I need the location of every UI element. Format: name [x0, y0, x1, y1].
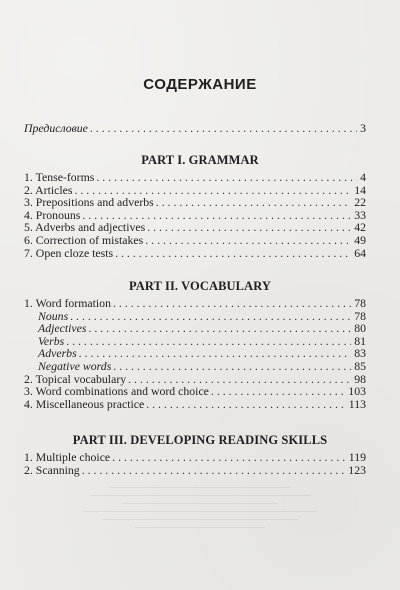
dot-leader	[90, 122, 357, 135]
toc-entry-page: 78	[354, 296, 366, 310]
section-heading-part-2: PART II. VOCABULARY	[128, 279, 272, 293]
toc-list-part-2	[24, 297, 366, 410]
toc-entry-page: 119	[348, 450, 366, 464]
toc-entry	[24, 122, 366, 135]
show-through-texture	[70, 480, 330, 560]
toc-subentry-label: Nouns	[38, 308, 69, 323]
dot-leader	[112, 451, 346, 464]
toc-entry-label: 4. Pronouns	[24, 207, 81, 222]
toc-entry-label: 2. Scanning	[24, 462, 80, 477]
dot-leader	[211, 385, 345, 398]
toc-entry-label: 1. Word formation	[24, 296, 111, 310]
toc-entry	[24, 171, 366, 184]
toc-entry-label: 7. Open cloze tests	[24, 245, 114, 260]
toc-entry	[24, 247, 366, 260]
dot-leader	[115, 247, 351, 260]
toc-entry-page: 123	[348, 462, 366, 477]
toc-entry-label: 3. Prepositions and adverbs	[24, 195, 154, 210]
toc-entry-page: 78	[354, 308, 366, 323]
toc-entry-page: 4	[360, 170, 366, 184]
dot-leader	[113, 360, 351, 373]
section-heading-part-1: PART I. GRAMMAR	[141, 153, 259, 167]
toc-entry-page: 113	[348, 396, 366, 411]
toc-entry-page: 42	[354, 220, 366, 235]
dot-leader	[145, 234, 351, 247]
toc-subentry-label: Negative words	[38, 358, 112, 373]
dot-leader	[156, 196, 351, 209]
toc-entry	[24, 398, 366, 411]
section-heading-part-3: PART III. DEVELOPING READING SKILLS	[72, 433, 328, 447]
toc-entry-label: 1. Tense-forms	[24, 170, 95, 184]
toc-entry-page: 33	[354, 207, 366, 222]
toc-entry	[24, 464, 366, 477]
toc-preface	[24, 122, 366, 135]
toc-entry-page: 49	[354, 232, 366, 247]
dot-leader	[146, 398, 346, 411]
toc-entry-label: Предисловие	[24, 121, 88, 135]
toc-entry-page: 22	[354, 195, 366, 210]
toc-entry-page: 98	[354, 371, 366, 386]
dot-leader	[66, 335, 351, 348]
toc-subentry-label: Adverbs	[38, 346, 77, 361]
toc-entry	[24, 451, 366, 464]
dot-leader	[147, 221, 351, 234]
toc-entry-label: 2. Topical vocabulary	[24, 371, 127, 386]
toc-entry	[24, 196, 366, 209]
dot-leader	[88, 322, 351, 335]
dot-leader	[113, 297, 351, 310]
dot-leader	[79, 347, 352, 360]
toc-entry-label: 5. Adverbs and adjectives	[24, 220, 146, 235]
toc-list-part-1	[24, 171, 366, 259]
toc-entry-page: 14	[354, 182, 366, 197]
dot-leader	[70, 310, 351, 323]
toc-entry	[24, 297, 366, 310]
toc-subentry	[24, 322, 366, 335]
toc-entry-label: 6. Correction of mistakes	[24, 232, 144, 247]
toc-entry-page: 64	[354, 245, 366, 260]
dot-leader	[96, 171, 357, 184]
toc-entry-page: 83	[354, 346, 366, 361]
toc-entry-label: 3. Word combinations and word choice	[24, 384, 209, 399]
toc-entry-label: 1. Multiple choice	[24, 450, 111, 464]
toc-entry-label: 4. Miscellaneous practice	[24, 396, 145, 411]
toc-entry	[24, 234, 366, 247]
toc-entry-page: 81	[354, 333, 366, 348]
toc-entry	[24, 385, 366, 398]
toc-subentry	[24, 360, 366, 373]
toc-entry-page: 85	[354, 358, 366, 373]
page-title: СОДЕРЖАНИЕ	[143, 76, 257, 93]
dot-leader	[82, 464, 346, 477]
toc-entry-label: 2. Articles	[24, 182, 73, 197]
toc-subentry-label: Adjectives	[38, 321, 87, 336]
toc-subentry-label: Verbs	[38, 333, 65, 348]
toc-entry-page: 3	[360, 121, 366, 135]
toc-entry-page: 103	[348, 384, 366, 399]
toc-entry-page: 80	[354, 321, 366, 336]
toc-list-part-3	[24, 451, 366, 476]
